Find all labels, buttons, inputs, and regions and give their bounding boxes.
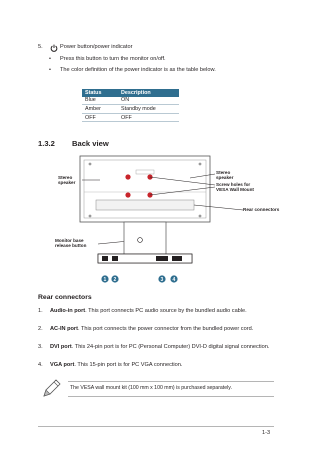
connector-item-3 bbox=[38, 344, 272, 351]
item-number: 2. bbox=[38, 326, 43, 332]
note-divider-bottom bbox=[68, 396, 274, 397]
connector-item-4 bbox=[38, 362, 272, 369]
item-desc: . This 15-pin port is for PC VGA connection. bbox=[74, 362, 183, 368]
monitor-back-panel bbox=[80, 156, 210, 222]
connector-item-2 bbox=[38, 326, 272, 333]
note-pencil-icon bbox=[40, 378, 62, 400]
item-desc: . This 24-pin port is for PC (Personal Computer) DVI-D digital signal connection. bbox=[71, 344, 270, 350]
item-desc: . This port connects PC audio source by the bundled audio cable. bbox=[85, 308, 247, 314]
table-cell: Standby mode bbox=[118, 105, 179, 114]
item5-bullet-dot: • bbox=[49, 67, 51, 73]
monitor-back-view-diagram bbox=[0, 150, 300, 290]
section-title: Back view bbox=[72, 139, 109, 148]
item5-number: 5. bbox=[38, 44, 43, 50]
connector-callouts bbox=[101, 275, 177, 282]
footer-rule bbox=[38, 426, 274, 427]
callout-number: 2 bbox=[113, 276, 117, 283]
item5-title: Power button/power indicator bbox=[60, 44, 133, 50]
rear-connector-strip bbox=[98, 254, 192, 263]
label-stereo-speaker-left: Stereo speaker bbox=[58, 175, 76, 186]
power-icon bbox=[50, 44, 58, 52]
label-base-release-button: Monitor base release button bbox=[55, 238, 87, 249]
label-stereo-speaker-right: Stereo speaker bbox=[216, 170, 234, 181]
table-cell: Blue bbox=[82, 97, 118, 105]
label-screw-holes: Screw holes for VESA Wall Mount bbox=[216, 182, 254, 193]
callout-number: 1 bbox=[103, 276, 107, 283]
item-number: 4. bbox=[38, 362, 43, 368]
table-cell: OFF bbox=[82, 113, 118, 122]
item5-bullet-1: Press this button to turn the monitor on/off. bbox=[60, 56, 166, 62]
callout-number: 4 bbox=[172, 276, 176, 283]
section-number: 1.3.2 bbox=[38, 139, 55, 148]
callout-number: 3 bbox=[160, 276, 164, 283]
table-cell: Amber bbox=[82, 105, 118, 114]
rear-connectors-heading: Rear connectors bbox=[38, 294, 92, 301]
table-row bbox=[82, 113, 179, 122]
item-desc: . This port connects the power connector from the bundled power cord. bbox=[77, 326, 254, 332]
item-number: 3. bbox=[38, 344, 43, 350]
table-header-description: Description bbox=[118, 89, 179, 97]
item5-bullet-2: The color definition of the power indicator is as the table below. bbox=[60, 67, 216, 73]
power-status-table bbox=[82, 89, 179, 122]
table-row bbox=[82, 105, 179, 114]
table-cell: ON bbox=[118, 97, 179, 105]
item-number: 1. bbox=[38, 308, 43, 314]
table-header-status: Status bbox=[82, 89, 118, 97]
connector-item-1 bbox=[38, 308, 272, 315]
table-header-row bbox=[82, 89, 179, 97]
item-name: DVI port bbox=[50, 344, 72, 350]
page-number: 1-3 bbox=[262, 430, 271, 436]
label-rear-connectors: Rear connectors bbox=[243, 207, 280, 212]
table-cell: OFF bbox=[118, 113, 179, 122]
item5-bullet-dot: • bbox=[49, 56, 51, 62]
note-text: The VESA wall mount kit (100 mm x 100 mm) is purchased separately. bbox=[70, 385, 232, 391]
item-name: AC-IN port bbox=[50, 326, 78, 332]
table-row bbox=[82, 97, 179, 105]
note-divider-top bbox=[68, 381, 274, 382]
item-name: VGA port bbox=[50, 362, 75, 368]
item-name: Audio-in port bbox=[50, 308, 86, 314]
